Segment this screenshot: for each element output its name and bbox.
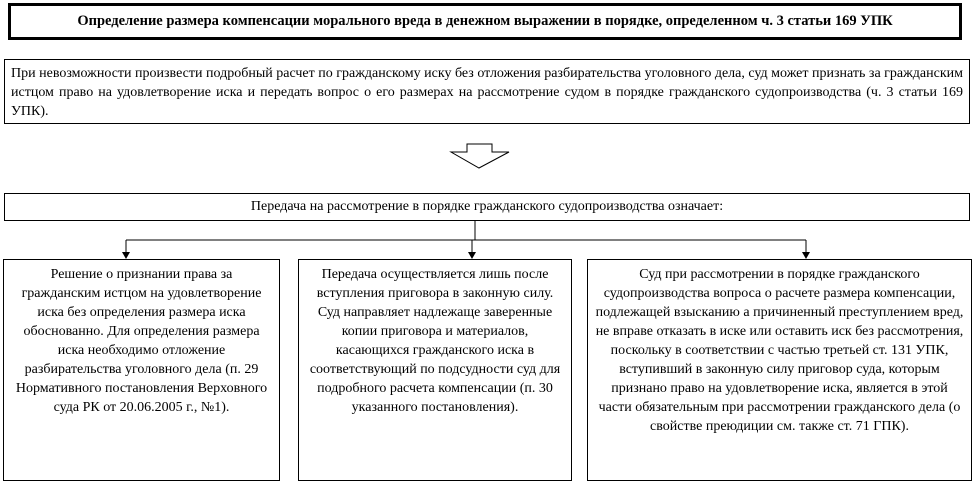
arrowhead-mid-icon <box>468 252 476 259</box>
column-middle-box: Передача осуществляется лишь после вступления приговора в законную силу. Суд направляет надлежаще заверенные копии приговора и материалов, касающихся гражданского иска в соответствующий по подсудности суд для подробного расчета компенсации (п. 30 указанного постановления). <box>298 259 572 481</box>
column-left-box: Решение о признании права за гражданским истцом на удовлетворение иска без определения размера иска обоснованно. Для определения размера иска необходимо отложение разбирательства уголовного дела (п. 29 Нормативного постановления Верховного суда РК от 20.06.2005 г., №1). <box>3 259 280 481</box>
arrowhead-right-icon <box>802 252 810 259</box>
block-arrow-down-icon <box>451 144 509 168</box>
column-right-box: Суд при рассмотрении в порядке гражданского судопроизводства вопроса о расчете размера компенсации, подлежащей взысканию а причиненный преступлением вред, не вправе отказать в иске или оставить иск без рассмотрения, поскольку в соответствии с частью третьей ст. 131 УПК, вступивший в законную силу приговор суда, которым признано право на удовлетворение иска, является в этой части обязательным при рассмотрении гражданского дела (о свойстве преюдиции см. также ст. 71 ГПК). <box>587 259 972 481</box>
intro-box: При невозможности произвести подробный расчет по гражданскому иску без отложения разбирательства уголовного дела, суд может признать за гражданским истцом право на удовлетворение иска и передать вопрос о его размерах на рассмотрение судом в порядке гражданского судопроизводства (ч. 3 статьи 169 УПК). <box>4 59 970 124</box>
arrowhead-left-icon <box>122 252 130 259</box>
diagram-title: Определение размера компенсации морального вреда в денежном выражении в порядке, определенном ч. 3 статьи 169 УПК <box>8 3 962 40</box>
middle-box: Передача на рассмотрение в порядке гражданского судопроизводства означает: <box>4 193 970 221</box>
